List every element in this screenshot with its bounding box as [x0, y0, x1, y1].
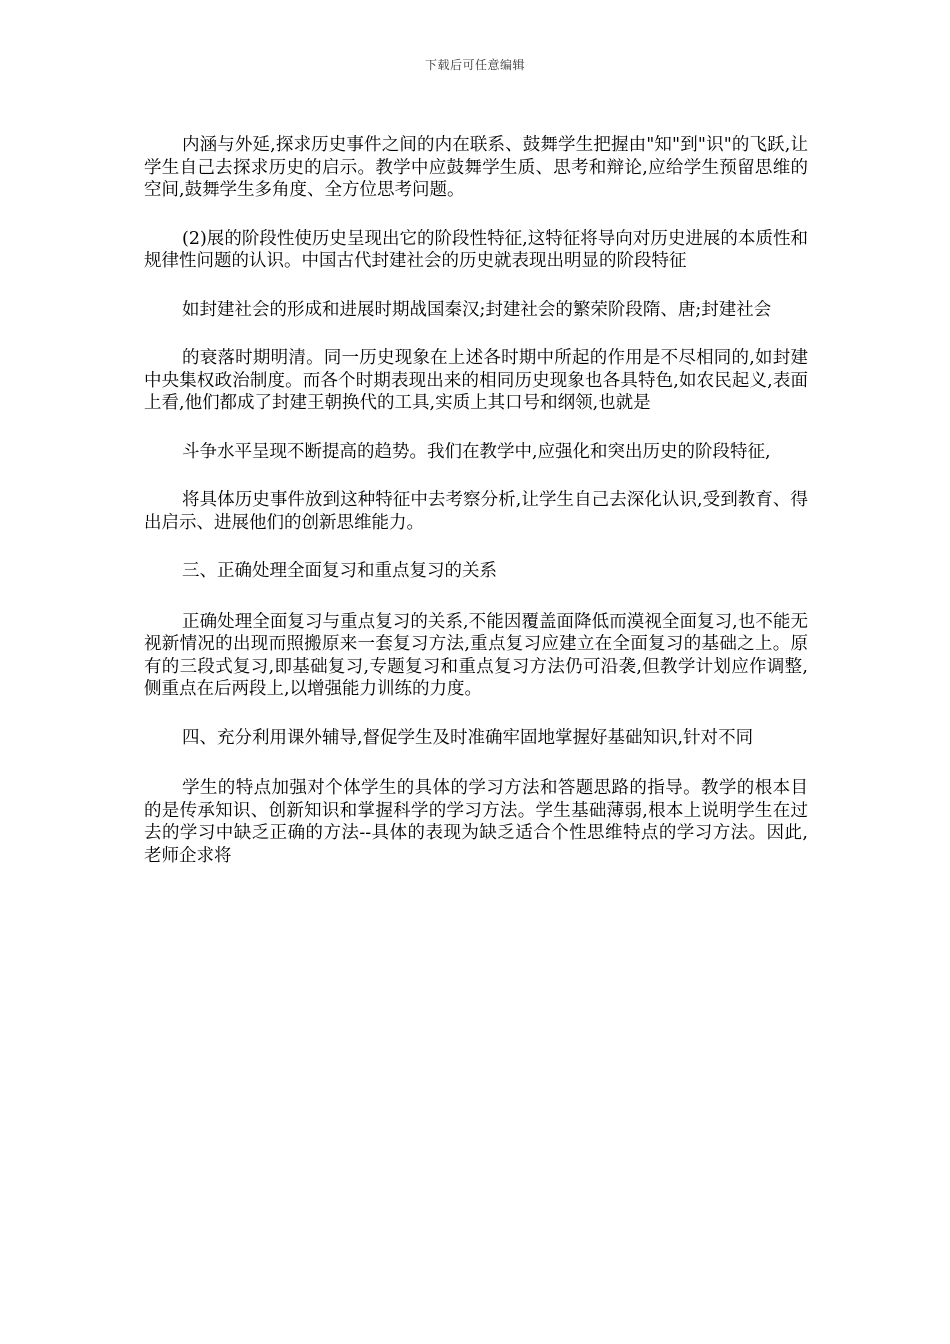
paragraph-2: (2)展的阶段性使历史呈现出它的阶段性特征,这特征将导向对历史进展的本质性和规律性问题的认识。中国古代封建社会的历史就表现出明显的阶段特征: [144, 228, 808, 271]
paragraph-4: 的衰落时期明清。同一历史现象在上述各时期中所起的作用是不尽相同的,如封建中央集权政治制度。而各个时期表现出来的相同历史现象也各具特色,如农民起义,表面上看,他们都成了封建王朝换代的工具,实质上其口号和纲领,也就是: [144, 348, 808, 413]
section-heading-4: 四、充分利用课外辅导,督促学生及时准确牢固地掌握好基础知识,针对不同: [182, 727, 754, 748]
paragraph-1: 内涵与外延,探求历史事件之间的内在联系、鼓舞学生把握由"知"到"识"的飞跃,让学生自己去探求历史的启示。教学中应鼓舞学生质、思考和辩论,应给学生预留思维的空间,鼓舞学生多角度、全方位思考问题。: [144, 135, 808, 200]
paragraph-7: 正确处理全面复习与重点复习的关系,不能因覆盖面降低而漠视全面复习,也不能无视新情况的出现而照搬原来一套复习方法,重点复习应建立在全面复习的基础之上。原有的三段式复习,即基础复习,专题复习和重点复习方法仍可沿袭,但教学计划应作调整,侧重点在后两段上,以增强能力训练的力度。: [144, 611, 808, 699]
document-body: [144, 134, 808, 893]
page-header-note: 下载后可任意编辑: [424, 58, 525, 72]
paragraph-6: 将具体历史事件放到这种特征中去考察分析,让学生自己去深化认识,受到教育、得出启示、进展他们的创新思维能力。: [144, 490, 808, 533]
section-heading-3: 三、正确处理全面复习和重点复习的关系: [182, 561, 497, 581]
paragraph-3: 如封建社会的形成和进展时期战国秦汉;封建社会的繁荣阶段隋、唐;封建社会: [182, 299, 772, 320]
paragraph-8: 学生的特点加强对个体学生的具体的学习方法和答题思路的指导。教学的根本目的是传承知识、创新知识和掌握科学的学习方法。学生基础薄弱,根本上说明学生在过去的学习中缺乏正确的方法--具体的表现为缺乏适合个性思维特点的学习方法。因此,老师企求将: [144, 778, 808, 866]
paragraph-5: 斗争水平呈现不断提高的趋势。我们在教学中,应强化和突出历史的阶段特征,: [182, 441, 771, 462]
